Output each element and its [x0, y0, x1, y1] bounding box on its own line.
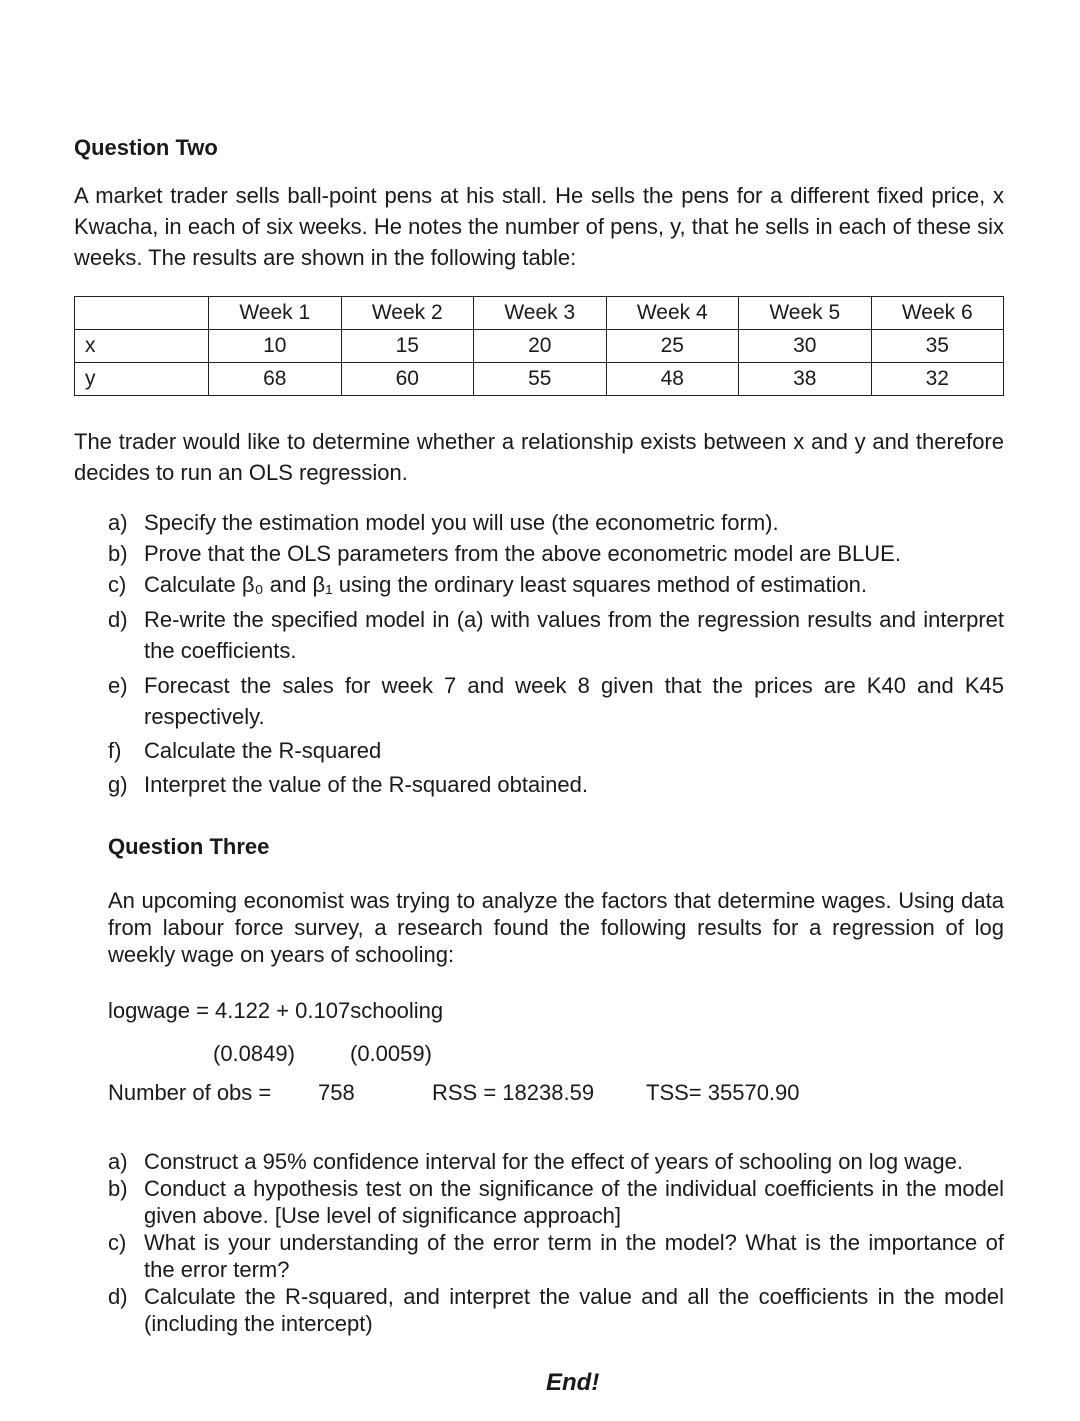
- list-item: [108, 569, 1004, 600]
- table-header-cell: Week 3: [474, 297, 607, 330]
- list-item: [108, 1283, 1004, 1337]
- table-cell: 32: [871, 363, 1004, 396]
- table-header-cell: Week 5: [739, 297, 872, 330]
- table-cell: 25: [606, 330, 739, 363]
- se-intercept: (0.0849): [213, 1041, 295, 1066]
- q2-question-list: [108, 507, 1004, 800]
- item-marker: c): [108, 1230, 127, 1255]
- item-marker: d): [108, 1284, 128, 1309]
- table-header-cell: Week 4: [606, 297, 739, 330]
- item-text: Calculate β₀ and β₁ using the ordinary least squares method of estimation.: [144, 572, 868, 597]
- table-row: [75, 330, 1004, 363]
- table-header-cell: Week 1: [209, 297, 342, 330]
- list-item: [108, 735, 1004, 766]
- item-text: What is your understanding of the error term in the model? What is the importance of the error term?: [144, 1230, 1004, 1282]
- table-cell: 10: [209, 330, 342, 363]
- tss-value: TSS= 35570.90: [646, 1080, 800, 1105]
- item-text: Calculate the R-squared: [144, 738, 382, 763]
- se-slope: (0.0059): [350, 1041, 432, 1066]
- table-cell: 48: [606, 363, 739, 396]
- q3-question-list: [108, 1148, 1004, 1337]
- item-marker: a): [108, 1149, 128, 1174]
- item-text: Conduct a hypothesis test on the significance of the individual coefficients in the model given above. [Use level of significance approach]: [144, 1176, 1004, 1228]
- rss-value: RSS = 18238.59: [432, 1080, 595, 1105]
- list-item: [108, 769, 1004, 800]
- list-item: [108, 538, 1004, 569]
- item-text: Calculate the R-squared, and interpret the value and all the coefficients in the model (including the intercept): [144, 1284, 1004, 1336]
- item-marker: e): [108, 673, 128, 698]
- item-text: Construct a 95% confidence interval for the effect of years of schooling on log wage.: [144, 1149, 963, 1174]
- list-item: [108, 1175, 1004, 1229]
- item-marker: a): [108, 510, 128, 535]
- table-row-label: x: [75, 330, 209, 363]
- list-item: [108, 670, 1004, 732]
- table-cell: 35: [871, 330, 1004, 363]
- table-cell: 68: [209, 363, 342, 396]
- list-item: [108, 1229, 1004, 1283]
- table-header-cell: Week 6: [871, 297, 1004, 330]
- q2-title: Question Two: [74, 135, 218, 160]
- item-marker: f): [108, 738, 122, 763]
- table-cell: 60: [341, 363, 474, 396]
- q2-data-table: [74, 296, 1004, 396]
- item-marker: b): [108, 1176, 128, 1201]
- table-cell: 55: [474, 363, 607, 396]
- item-marker: c): [108, 572, 127, 597]
- item-text: Forecast the sales for week 7 and week 8 given that the prices are K40 and K45 respectively.: [144, 673, 1004, 729]
- list-item: [108, 507, 1004, 538]
- item-text: Specify the estimation model you will use (the econometric form).: [144, 510, 779, 535]
- list-item: [108, 1148, 1004, 1175]
- table-header-cell: [75, 297, 209, 330]
- regression-equation: logwage = 4.122 + 0.107schooling: [108, 998, 444, 1023]
- table-row: [75, 363, 1004, 396]
- q2-after-text: The trader would like to determine whether a relationship exists between x and y and therefore decides to run an OLS regression.: [74, 429, 1004, 485]
- table-header-cell: Week 2: [341, 297, 474, 330]
- table-cell: 15: [341, 330, 474, 363]
- end-mark: End!: [546, 1369, 600, 1396]
- item-text: Re-write the specified model in (a) with values from the regression results and interpret the coefficients.: [144, 607, 1004, 663]
- item-marker: d): [108, 607, 128, 632]
- q3-intro: An upcoming economist was trying to analyze the factors that determine wages. Using data from labour force survey, a research found the following results for a regression of log weekly wage on years of schooling:: [108, 888, 1004, 967]
- table-cell: 30: [739, 330, 872, 363]
- table-row-label: y: [75, 363, 209, 396]
- item-text: Interpret the value of the R-squared obtained.: [144, 772, 588, 797]
- list-item: [108, 604, 1004, 666]
- table-header-row: [75, 297, 1004, 330]
- item-marker: b): [108, 541, 128, 566]
- obs-value: 758: [318, 1080, 355, 1105]
- item-text: Prove that the OLS parameters from the above econometric model are BLUE.: [144, 541, 901, 566]
- table-cell: 20: [474, 330, 607, 363]
- item-marker: g): [108, 772, 128, 797]
- q3-title: Question Three: [108, 834, 270, 859]
- q2-intro: A market trader sells ball-point pens at his stall. He sells the pens for a different fixed price, x Kwacha, in each of six weeks. He notes the number of pens, y, that he sells in each of these six weeks. The results are shown in the following table:: [74, 183, 1004, 270]
- obs-label: Number of obs =: [108, 1080, 272, 1105]
- table-cell: 38: [739, 363, 872, 396]
